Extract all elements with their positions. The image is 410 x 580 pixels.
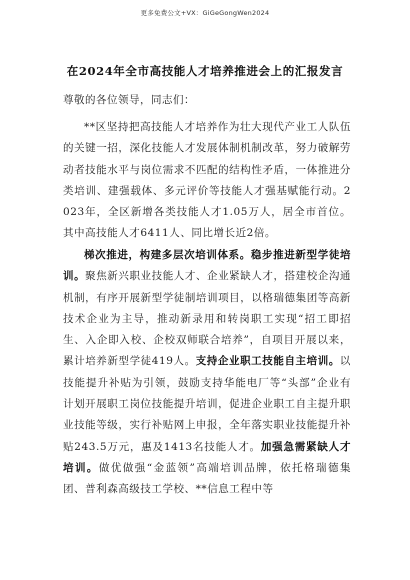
subsection-heading: 支持企业职工技能自主培训。 [195, 355, 340, 368]
section-heading: 梯次推进，构建多层次培训体系。 [84, 249, 251, 261]
salutation: 尊敬的各位领导，同志们： [63, 94, 195, 106]
paragraph-intro: **区坚持把高技能人才培养作为壮大现代产业工人队伍的关键一招，深化技能人才发展体制机制改革，努力破解劳动者技能水平与岗位需求不匹配的结构性矛盾，一体推进分类培训、建强载体、多元评价等技能人才强基赋能行动。2023年，全区新增各类技能人才1.05万人，居全市首位。其中高技能人才6411人、同比增长近2倍。 [63, 121, 351, 240]
subsection-heading: 稳步推进新型学徒培训。 [63, 249, 351, 283]
paragraph-text: 聚焦新兴职业技能人才、企业紧缺人才，搭建校企沟通机制，有序开展新型学徒制培训项目，以格瑞德集团等高新技术企业为主导，推动新录用和转岗职工实现“招工即招生、入企即入校、企校双师联合培养”，自项目开展以来，累计培养新型学徒419人。 [63, 270, 351, 368]
document-title: 在2024年全市高技能人才培养推进会上的汇报发言 [66, 64, 344, 78]
header-note: 更多免费公文+VX：GiGeGongWen2024 [140, 9, 270, 17]
paragraph-training-system [63, 245, 351, 501]
paragraph-text: 做优做强“金蓝领”高端培训品牌，依托格瑞德集团、普利森高级技工学校、**信息工程中等 [63, 461, 351, 496]
paragraph-text: 以技能提升补贴为引领，鼓励支持华能电厂等“头部”企业有计划开展职工岗位技能提升培训，促进企业职工自主提升职业技能等级，实行补贴网上申报，全年落实职业技能提升补贴243.5万元，惠及1413名技能人才。 [63, 355, 351, 453]
subsection-heading: 加强急需紧缺人才培训。 [63, 440, 351, 474]
